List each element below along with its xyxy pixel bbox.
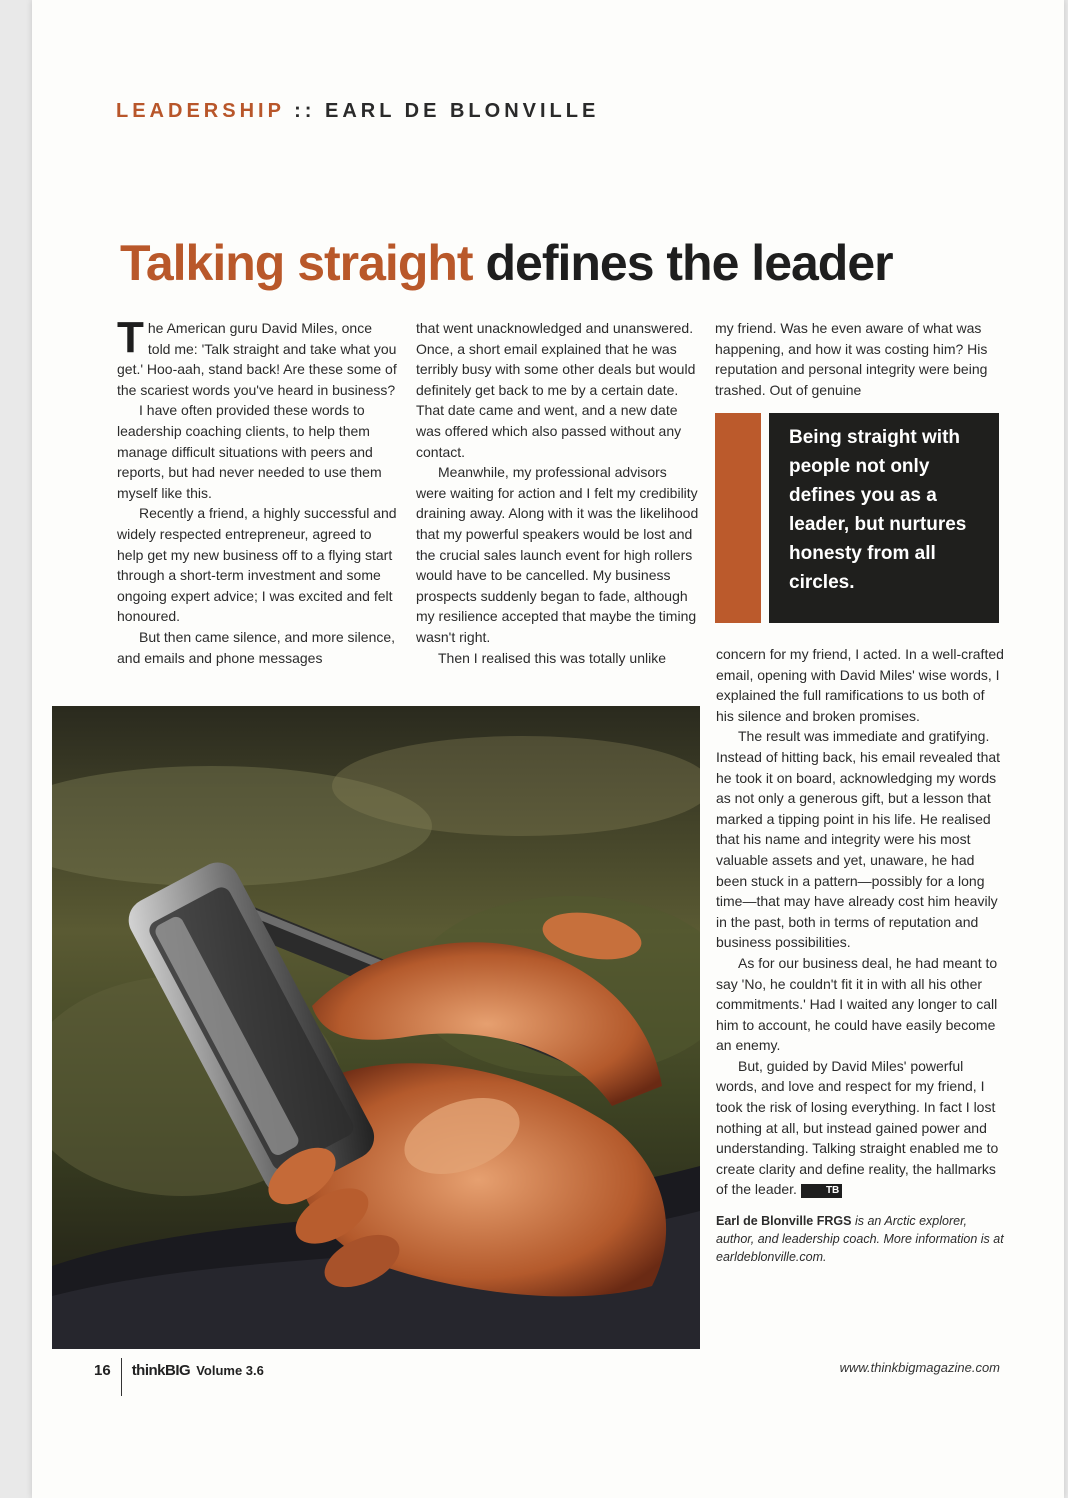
end-mark-icon: TB: [801, 1184, 842, 1198]
drop-cap: T: [117, 313, 144, 362]
paragraph-text: But, guided by David Miles' powerful words, and love and respect for my friend, I took the risk of losing everything. In fact I lost nothing at all, but instead gained power and understanding. Talking straight enabled me to create clarity and define reality, the hallmarks of the leader.: [716, 1057, 999, 1198]
volume-label: Volume 3.6: [196, 1363, 264, 1378]
section-header: [116, 100, 599, 123]
article-column-3-top: [715, 318, 1005, 400]
headline-rest: defines the leader: [485, 235, 893, 291]
paragraph: my friend. Was he even aware of what was happening, and how it was costing him? His reputation and personal integrity were being trashed. Out of genuine: [715, 320, 988, 398]
pull-quote-text: Being straight with people not only defines you as a leader, but nurtures honesty from all circles.: [769, 413, 999, 623]
paragraph: I have often provided these words to leadership coaching clients, to help them manage difficult situations with peers and reports, but had never needed to use them myself like this.: [117, 402, 382, 501]
bio-name: Earl de Blonville FRGS: [716, 1214, 852, 1229]
paragraph: [716, 1056, 1006, 1200]
paragraph: Then I realised this was totally unlike: [438, 649, 666, 666]
magazine-page: [32, 0, 1064, 1498]
pull-quote: [715, 413, 999, 623]
page-footer: [94, 1362, 264, 1396]
magazine-name: thinkBIG: [131, 1362, 191, 1379]
paragraph: concern for my friend, I acted. In a well-crafted email, opening with David Miles' wise words, I explained the full ramifications to us both of his silence and broken promises.: [716, 646, 1004, 724]
paragraph-text: he American guru David Miles, once told me: 'Talk straight and take what you get.' Hoo-aah, stand back! Are these some of the scariest words you've heard in business?: [117, 320, 397, 398]
photo-illustration: [52, 706, 700, 1349]
section-label: LEADERSHIP: [116, 100, 285, 122]
paragraph: Recently a friend, a highly successful and widely respected entrepreneur, agreed to help get my new business off to a flying start through a short-term investment and some ongoing expert advice; I was excited and felt honoured.: [117, 505, 397, 625]
article-column-1: [117, 313, 397, 668]
header-separator: ::: [294, 100, 316, 122]
paragraph: The result was immediate and gratifying. Instead of hitting back, his email revealed that he took it on board, acknowledging my words as not only a generous gift, but a lesson that marked a tipping point in his life. He realised that his name and integrity were his most valuable assets and yet, unaware, he had been stuck in a pattern—possibly for a long time—that may have already cost him heavily in the past, both in terms of reputation and business possibilities.: [716, 728, 1001, 951]
paragraph: But then came silence, and more silence, and emails and phone messages: [117, 628, 396, 666]
paragraph: [117, 313, 397, 400]
paragraph: As for our business deal, he had meant to say 'No, he couldn't fit it in with all his other commitments.' Had I waited any longer to call him to account, he could have easily become an enemy.: [716, 954, 998, 1054]
author-bio: [716, 1212, 1006, 1266]
pull-quote-accent-bar: [715, 413, 761, 623]
article-column-2: [416, 318, 700, 668]
article-column-3-bottom: [716, 644, 1006, 1266]
article-headline: [120, 234, 893, 292]
page-number: 16: [94, 1362, 111, 1379]
footer-divider: [121, 1358, 122, 1396]
bio-text: is an Arctic explorer, author, and leadership coach. More information is at earldeblonville.com.: [716, 1214, 1004, 1265]
headline-accent: Talking straight: [120, 235, 473, 291]
paragraph: Meanwhile, my professional advisors were waiting for action and I felt my credibility draining away. Along with it was the likelihood that my powerful speakers would be lost and the crucial sales launch event for high rollers would have to be cancelled. My business prospects suddenly began to fade, although my resilience accepted that maybe the timing wasn't right.: [416, 464, 699, 645]
header-author: EARL DE BLONVILLE: [325, 100, 600, 122]
paragraph: that went unacknowledged and unanswered. Once, a short email explained that he was terribly busy with some other deals but would definitely get back to me by a certain date. That date came and went, and a new date was offered which also passed without any contact.: [416, 320, 696, 460]
hands-phone-photo: [52, 706, 700, 1349]
website-url: www.thinkbigmagazine.com: [839, 1360, 1000, 1375]
